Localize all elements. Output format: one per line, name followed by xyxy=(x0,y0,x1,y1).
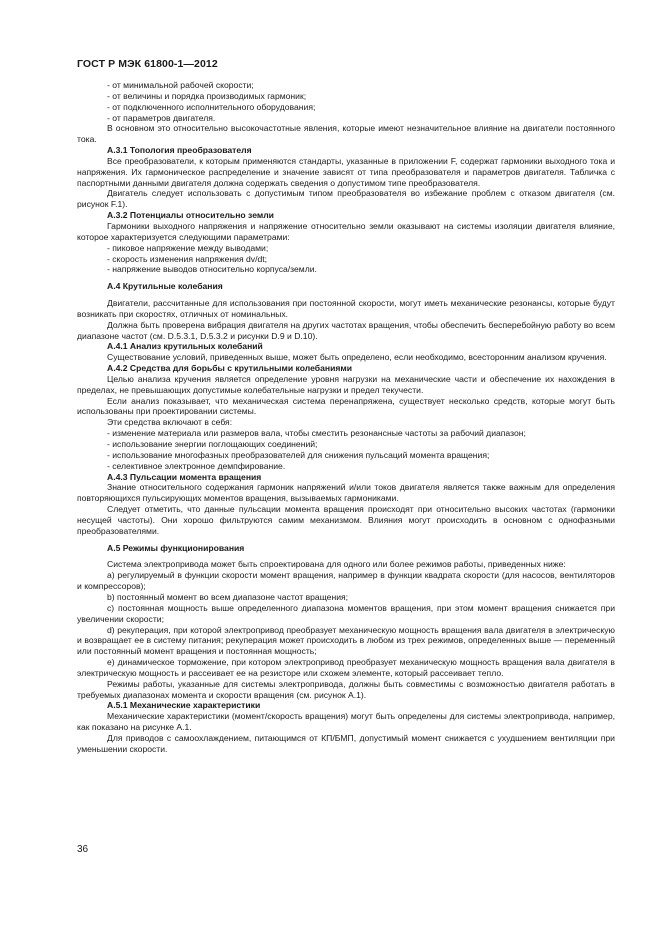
paragraph: Эти средства включают в себя: xyxy=(107,417,233,428)
section-heading: А.4.1 Анализ крутильных колебаний xyxy=(107,341,263,352)
list-item: - напряжение выводов относительно корпуса/земли. xyxy=(107,264,317,275)
paragraph: Следует отметить, что данные пульсации момента вращения происходят при относительно высоких частотах (гармоники несущей частоты). Они хорошо фильтруются самим механизмом. Влияния могут происходить в основном с однофазными преобразователями. xyxy=(77,504,615,536)
list-item: - от минимальной рабочей скорости; xyxy=(107,80,254,90)
paragraph: Целью анализа кручения является определение уровня нагрузки на механические части и обеспечение их нахождения в пределах, не превышающих допустимые колебательные нагрузки и предел текучести. xyxy=(77,373,615,395)
list-item: d) рекуперация, при которой электропривод преобразует механическую мощность вращения вала двигателя в электрическую и возвращает ее в систему питания; рекуперация может происходить в любом из трех режимов, определенных выше — переменный или постоянный момент вращения и постоянная мощность; xyxy=(77,624,615,657)
document-body xyxy=(77,80,615,755)
paragraph: Двигатели, рассчитанные для использования при постоянной скорости, могут иметь механические резонансы, которые будут возникать при скоростях, отличных от номинальных. xyxy=(77,298,615,319)
paragraph: Все преобразователи, к которым применяются стандарты, указанные в приложении F, содержат гармоники выходного тока и напряжения. Их гармоническое распределение и значение зависят от типа преобразователя и параметров двигателя. Табличка с паспортными данными двигателя должна содержать сведения о допустимом типе преобразователя. xyxy=(77,155,615,188)
section-heading: А.3.2 Потенциалы относительно земли xyxy=(107,210,274,221)
paragraph: В основном это относительно высокочастотные явления, которые имеют незначительное влияние на двигатели постоянного тока. xyxy=(77,123,615,145)
paragraph: Существование условий, приведенных выше, может быть определено, если необходимо, всесторонним анализом кручения. xyxy=(107,352,607,363)
paragraph: Если анализ показывает, что механическая система перенапряжена, существует несколько средств, которые могут быть использованы при проектировании системы. xyxy=(77,395,615,417)
page-number: 36 xyxy=(77,844,89,855)
list-item: - от подключенного исполнительного оборудования; xyxy=(107,101,316,112)
paragraph: Должна быть проверена вибрация двигателя на других частотах вращения, чтобы обеспечить бесперебойную работу во всем диапазоне частот (см. D.5.3.1, D.5.3.2 и рисунки D.9 и D.10). xyxy=(77,319,615,341)
document-header: ГОСТ Р МЭК 61800-1—2012 xyxy=(77,58,218,70)
list-item: - использование энергии поглощающих соединений; xyxy=(107,439,318,449)
paragraph: Гармоники выходного напряжения и напряжение относительно земли оказывают на системы изоляции двигателя влияние, которое характеризуется следующими параметрами: xyxy=(77,220,615,242)
section-heading: А.3.1 Топология преобразователя xyxy=(107,145,252,156)
list-item: - от параметров двигателя. xyxy=(107,112,216,123)
section-heading: А.4 Крутильные колебания xyxy=(107,281,223,292)
section-heading: А.4.2 Средства для борьбы с крутильными колебаниями xyxy=(107,363,353,374)
list-item: b) постоянный момент во всем диапазоне частот вращения; xyxy=(107,591,349,602)
paragraph: Механические характеристики (момент/скорость вращения) могут быть определены для системы электропривода, например, как показано на рисунке А.1. xyxy=(77,711,615,733)
list-item: а) регулируемый в функции скорости момент вращения, например в функции квадрата скорости (для насосов, вентиляторов и компрессоров); xyxy=(77,570,615,592)
list-item: - использование многофазных преобразователей для снижения пульсаций момента вращения; xyxy=(107,449,490,460)
section-heading: А.5.1 Механические характеристики xyxy=(107,700,261,711)
paragraph: Двигатель следует использовать с допустимым типом преобразователя во избежание проблем с отказом двигателя (см. рисунок F.1). xyxy=(77,188,615,210)
paragraph: Знание относительного содержания гармоник напряжений и/или токов двигателя является также важным для определения повторяющихся пульсирующих моментов вращения, вызываемых гармониками. xyxy=(77,482,615,504)
paragraph: Система электропривода может быть спроектирована для одного или более режимов работы, приведенных ниже: xyxy=(107,559,566,570)
list-item: - пиковое напряжение между выводами; xyxy=(107,242,269,253)
list-item: - скорость изменения напряжения dv/dt; xyxy=(107,253,268,264)
section-heading: А.5 Режимы функционирования xyxy=(107,542,245,553)
section-heading: А.4.3 Пульсации момента вращения xyxy=(107,471,262,482)
paragraph: Режимы работы, указанные для системы электропривода, должны быть совместимы с возможностью двигателя работать в требуемых диапазонах момента и скорости вращения (см. рисунок А.1). xyxy=(77,678,615,700)
paragraph: Для приводов с самоохлаждением, питающимся от КП/БМП, допустимый момент снижается с ухудшением вентиляции при уменьшении скорости. xyxy=(77,732,615,754)
list-item: c) постоянная мощность выше определенного диапазона моментов вращения, при этом момент вращения снижается при увеличении скорости; xyxy=(77,602,615,624)
list-item: - от величины и порядка производимых гармоник; xyxy=(107,90,307,101)
list-item: - селективное электронное демпфирование. xyxy=(107,460,286,471)
list-item: - изменение материала или размеров вала, чтобы сместить резонансные частоты за рабочий диапазон; xyxy=(107,428,526,439)
list-item: е) динамическое торможение, при котором электропривод преобразует механическую мощность вращения вала двигателя в электрическую мощность и рассеивает ее на резисторе или схожем элементе, который рассеивает тепло. xyxy=(77,657,615,678)
